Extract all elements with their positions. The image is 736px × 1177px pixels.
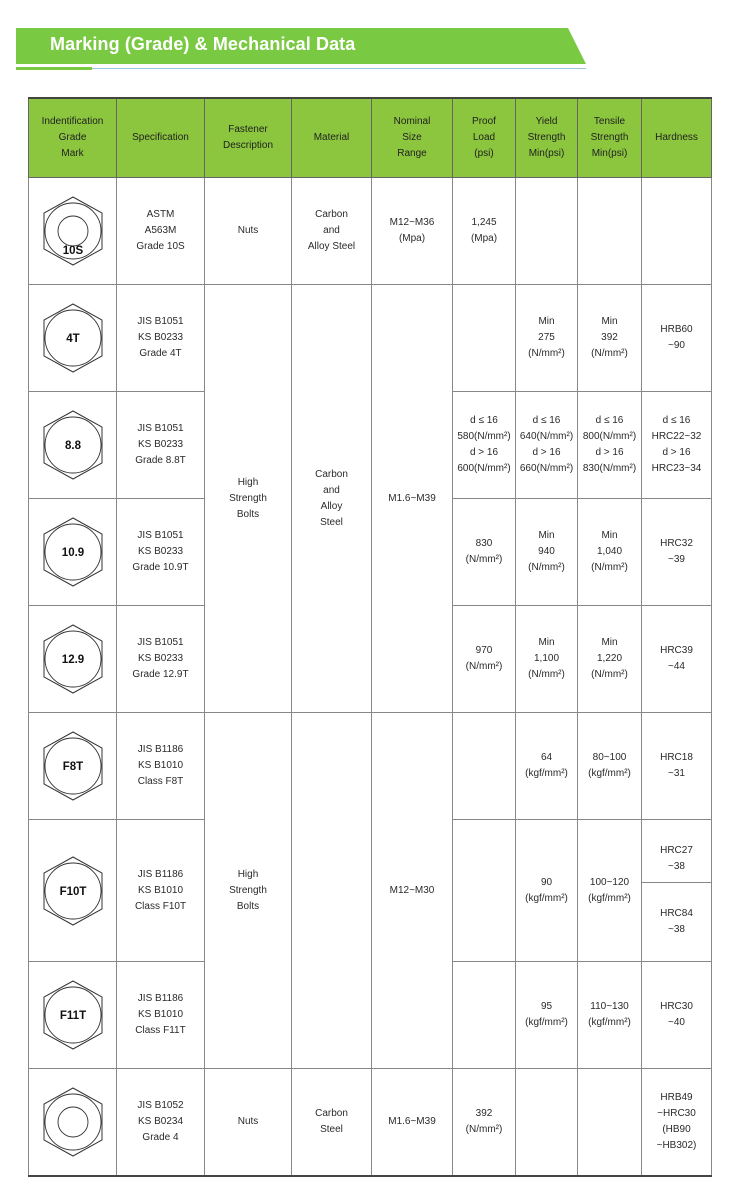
- table-row: [29, 1069, 712, 1177]
- proof-load-cell: 970 (N/mm²): [453, 606, 516, 713]
- header-fastener-description: Fastener Description: [205, 98, 292, 178]
- hex-nut-icon: [40, 1085, 106, 1159]
- tensile-strength-cell: [578, 178, 642, 285]
- header-row: [29, 98, 712, 178]
- grade-mark-cell: [29, 178, 117, 285]
- proof-load-cell: [453, 820, 516, 962]
- hardness-sub-a: HRC27 ~38: [642, 836, 711, 883]
- specification-cell: ASTM A563M Grade 10S: [117, 178, 205, 285]
- underline-green: [16, 67, 92, 70]
- hex-bolt-head-icon: [40, 408, 106, 482]
- grade-mark-cell: [29, 820, 117, 962]
- tensile-strength-cell: Min 1,220 (N/mm²): [578, 606, 642, 713]
- hardness-cell: [642, 820, 712, 962]
- fastener-description-cell: High Strength Bolts: [205, 713, 292, 1069]
- proof-load-cell: [453, 713, 516, 820]
- table-row: [29, 285, 712, 392]
- specification-cell: JIS B1051 KS B0233 Grade 12.9T: [117, 606, 205, 713]
- hex-nut-icon: [40, 194, 106, 268]
- grade-mark-cell: [29, 713, 117, 820]
- specification-cell: JIS B1051 KS B0233 Grade 10.9T: [117, 499, 205, 606]
- yield-strength-cell: 64 (kgf/mm²): [516, 713, 578, 820]
- yield-strength-cell: d ≤ 16 640(N/mm²) d > 16 660(N/mm²): [516, 392, 578, 499]
- proof-load-cell: 1,245 (Mpa): [453, 178, 516, 285]
- specification-cell: JIS B1052 KS B0234 Grade 4: [117, 1069, 205, 1177]
- banner-underline: [16, 67, 586, 70]
- tensile-strength-cell: Min 1,040 (N/mm²): [578, 499, 642, 606]
- header-tensile-strength: Tensile Strength Min(psi): [578, 98, 642, 178]
- nominal-size-cell: M1.6~M39: [372, 1069, 453, 1177]
- proof-load-cell: [453, 285, 516, 392]
- yield-strength-cell: 95 (kgf/mm²): [516, 962, 578, 1069]
- hardness-cell: HRB60 ~90: [642, 285, 712, 392]
- grade-mark-label: 4T: [65, 333, 80, 345]
- table-row: [29, 178, 712, 285]
- grade-mark-label: 10S: [62, 245, 83, 257]
- header-grade-mark: Indentification Grade Mark: [29, 98, 117, 178]
- grade-mark-label: F8T: [62, 761, 83, 773]
- grade-mark-label: 8.8: [64, 440, 81, 452]
- section-banner: [16, 28, 586, 64]
- tensile-strength-cell: 110~130 (kgf/mm²): [578, 962, 642, 1069]
- grade-mark-cell: [29, 606, 117, 713]
- yield-strength-cell: Min 940 (N/mm²): [516, 499, 578, 606]
- grade-mark-label: 10.9: [61, 547, 84, 559]
- grade-mark-cell: [29, 1069, 117, 1177]
- grade-mark-cell: [29, 392, 117, 499]
- yield-strength-cell: Min 275 (N/mm²): [516, 285, 578, 392]
- grade-mark-label: F10T: [59, 885, 86, 898]
- mechanical-data-table: [28, 97, 712, 1177]
- header-proof-load: Proof Load (psi): [453, 98, 516, 178]
- material-cell: Carbon and Alloy Steel: [292, 285, 372, 713]
- tensile-strength-cell: d ≤ 16 800(N/mm²) d > 16 830(N/mm²): [578, 392, 642, 499]
- hex-bolt-head-icon: [40, 301, 106, 375]
- hex-bolt-head-icon: [40, 978, 106, 1052]
- grade-mark-cell: [29, 285, 117, 392]
- hardness-cell: HRC18 ~31: [642, 713, 712, 820]
- grade-mark-label: F11T: [59, 1010, 86, 1022]
- hardness-cell: HRC30 ~40: [642, 962, 712, 1069]
- tensile-strength-cell: 100~120 (kgf/mm²): [578, 820, 642, 962]
- fastener-description-cell: Nuts: [205, 178, 292, 285]
- grade-mark-cell: [29, 962, 117, 1069]
- yield-strength-cell: Min 1,100 (N/mm²): [516, 606, 578, 713]
- yield-strength-cell: [516, 1069, 578, 1177]
- table-row: [29, 713, 712, 820]
- fastener-description-cell: High Strength Bolts: [205, 285, 292, 713]
- proof-load-cell: [453, 962, 516, 1069]
- yield-strength-cell: 90 (kgf/mm²): [516, 820, 578, 962]
- specification-cell: JIS B1186 KS B1010 Class F10T: [117, 820, 205, 962]
- header-specification: Specification: [117, 98, 205, 178]
- material-cell: Carbon and Alloy Steel: [292, 178, 372, 285]
- proof-load-cell: d ≤ 16 580(N/mm²) d > 16 600(N/mm²): [453, 392, 516, 499]
- proof-load-cell: 392 (N/mm²): [453, 1069, 516, 1177]
- tensile-strength-cell: Min 392 (N/mm²): [578, 285, 642, 392]
- specification-cell: JIS B1186 KS B1010 Class F11T: [117, 962, 205, 1069]
- grade-mark-label: 12.9: [61, 654, 84, 666]
- yield-strength-cell: [516, 178, 578, 285]
- specification-cell: JIS B1051 KS B0233 Grade 4T: [117, 285, 205, 392]
- material-cell: Carbon Steel: [292, 1069, 372, 1177]
- specification-cell: JIS B1186 KS B1010 Class F8T: [117, 713, 205, 820]
- hex-bolt-head-icon: [40, 515, 106, 589]
- proof-load-cell: 830 (N/mm²): [453, 499, 516, 606]
- underline-blue: [92, 68, 586, 69]
- nominal-size-cell: M12~M36 (Mpa): [372, 178, 453, 285]
- header-nominal-size: Nominal Size Range: [372, 98, 453, 178]
- page-title: Marking (Grade) & Mechanical Data: [50, 34, 356, 54]
- hardness-cell: [642, 178, 712, 285]
- nominal-size-cell: M1.6~M39: [372, 285, 453, 713]
- tensile-strength-cell: 80~100 (kgf/mm²): [578, 713, 642, 820]
- hardness-cell: HRC32 ~39: [642, 499, 712, 606]
- nominal-size-cell: M12~M30: [372, 713, 453, 1069]
- header-yield-strength: Yield Strength Min(psi): [516, 98, 578, 178]
- hex-bolt-head-icon: [40, 854, 106, 928]
- tensile-strength-cell: [578, 1069, 642, 1177]
- hex-bolt-head-icon: [40, 729, 106, 803]
- specification-cell: JIS B1051 KS B0233 Grade 8.8T: [117, 392, 205, 499]
- hardness-cell: HRC39 ~44: [642, 606, 712, 713]
- header-material: Material: [292, 98, 372, 178]
- grade-mark-cell: [29, 499, 117, 606]
- hardness-cell: d ≤ 16 HRC22~32 d > 16 HRC23~34: [642, 392, 712, 499]
- hardness-sub-b: HRC84 ~38: [660, 908, 693, 935]
- material-cell: [292, 713, 372, 1069]
- hex-bolt-head-icon: [40, 622, 106, 696]
- hardness-cell: HRB49 ~HRC30 (HB90 ~HB302): [642, 1069, 712, 1177]
- header-hardness: Hardness: [642, 98, 712, 178]
- fastener-description-cell: Nuts: [205, 1069, 292, 1177]
